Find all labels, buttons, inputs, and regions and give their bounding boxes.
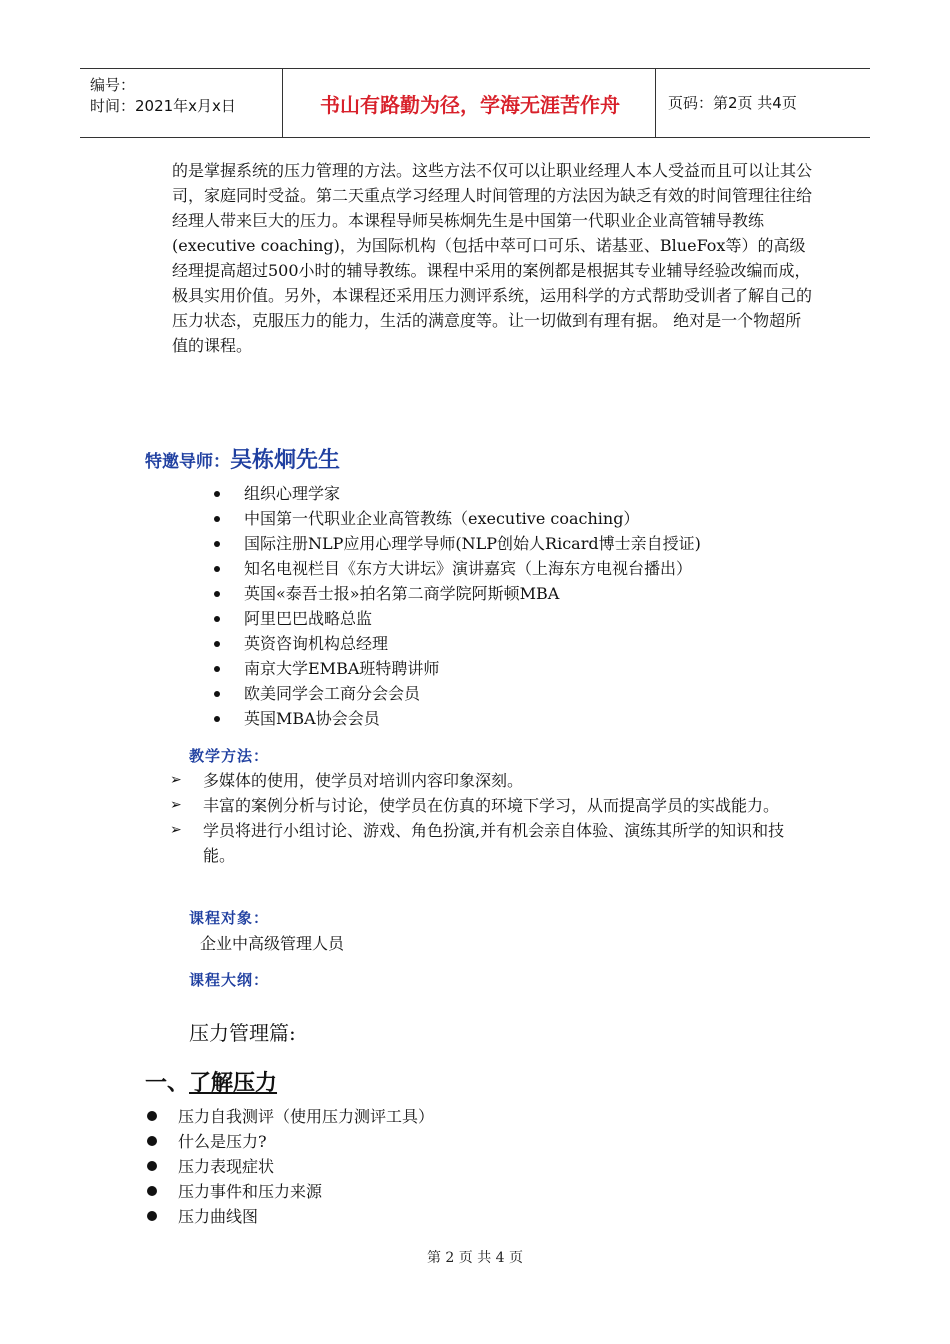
- audience-heading: 课程对象：: [189, 909, 270, 927]
- page-footer: 第 2 页 共 4 页: [426, 1250, 524, 1266]
- bio-item: 欧美同学会工商分会会员: [214, 681, 701, 706]
- bio-item: 阿里巴巴战略总监: [214, 606, 701, 631]
- page-header: [80, 68, 870, 138]
- teacher-bio-list: [214, 481, 701, 731]
- method-item: ➢ 学员将进行小组讨论、游戏、角色扮演,并有机会亲自体验、演练其所学的知识和技能。: [170, 818, 810, 868]
- topic-item: 压力曲线图: [145, 1204, 434, 1229]
- part-title: 压力管理篇:: [189, 1021, 296, 1045]
- topic-item: 什么是压力?: [145, 1129, 434, 1154]
- header-meta: [90, 75, 236, 117]
- number-label: 编号：: [90, 76, 136, 94]
- teacher-name: 吴栋炯先生: [230, 448, 341, 473]
- date-label: 时间：2021年x月x日: [90, 97, 236, 115]
- header-divider: [282, 69, 283, 137]
- bio-item: 英资咨询机构总经理: [214, 631, 701, 656]
- chapter-number: 一、: [145, 1071, 190, 1096]
- bio-item: 组织心理学家: [214, 481, 701, 506]
- bio-item: 南京大学EMBA班特聘讲师: [214, 656, 701, 681]
- topic-item: 压力表现症状: [145, 1154, 434, 1179]
- methods-heading: 教学方法：: [189, 747, 270, 765]
- method-item: ➢ 丰富的案例分析与讨论，使学员在仿真的环境下学习，从而提高学员的实战能力。: [170, 793, 810, 818]
- intro-paragraph: 的是掌握系统的压力管理的方法。这些方法不仅可以让职业经理人本人受益而且可以让其公司，家庭同时受益。第二天重点学习经理人时间管理的方法因为缺乏有效的时间管理往往给经理人带来巨大的压力。本课程导师吴栋炯先生是中国第一代职业企业高管辅导教练(executive coaching)，为国际机构（包括中萃可口可乐、诺基亚、BlueFox等）的高级经理提高超过500小时的辅导教练。课程中采用的案例都是根据其专业辅导经验改编而成，极具实用价值。另外，本课程还采用压力测评系统，运用科学的方式帮助受训者了解自己的压力状态，克服压力的能力，生活的满意度等。让一切做到有理有据。 绝对是一个物超所值的课程。: [172, 161, 813, 355]
- chapter-heading: [145, 1066, 277, 1097]
- bio-item: 中国第一代职业企业高管教练（executive coaching）: [214, 506, 701, 531]
- bio-item: 国际注册NLP应用心理学导师(NLP创始人Ricard博士亲自授证): [214, 531, 701, 556]
- header-page-number: 页码：第2页 共4页: [668, 94, 797, 112]
- outline-heading: 课程大纲：: [189, 971, 270, 989]
- topic-item: 压力自我测评（使用压力测评工具）: [145, 1104, 434, 1129]
- bio-item: 知名电视栏目《东方大讲坛》演讲嘉宾（上海东方电视台播出）: [214, 556, 701, 581]
- topic-item: 压力事件和压力来源: [145, 1179, 434, 1204]
- bio-item: 英国«泰吾士报»拍名第二商学院阿斯顿MBA: [214, 581, 701, 606]
- methods-list: [170, 768, 810, 868]
- teacher-label: 特邀导师：: [145, 452, 230, 472]
- header-motto: 书山有路勤为径，学海无涯苦作舟: [320, 93, 620, 117]
- bio-item: 英国MBA协会会员: [214, 706, 701, 731]
- method-item: ➢ 多媒体的使用，使学员对培训内容印象深刻。: [170, 768, 810, 793]
- teacher-heading: [145, 443, 340, 474]
- topic-list: [145, 1104, 434, 1229]
- chapter-title: 了解压力: [189, 1071, 278, 1096]
- audience-text: 企业中高级管理人员: [200, 934, 345, 953]
- header-divider: [655, 69, 656, 137]
